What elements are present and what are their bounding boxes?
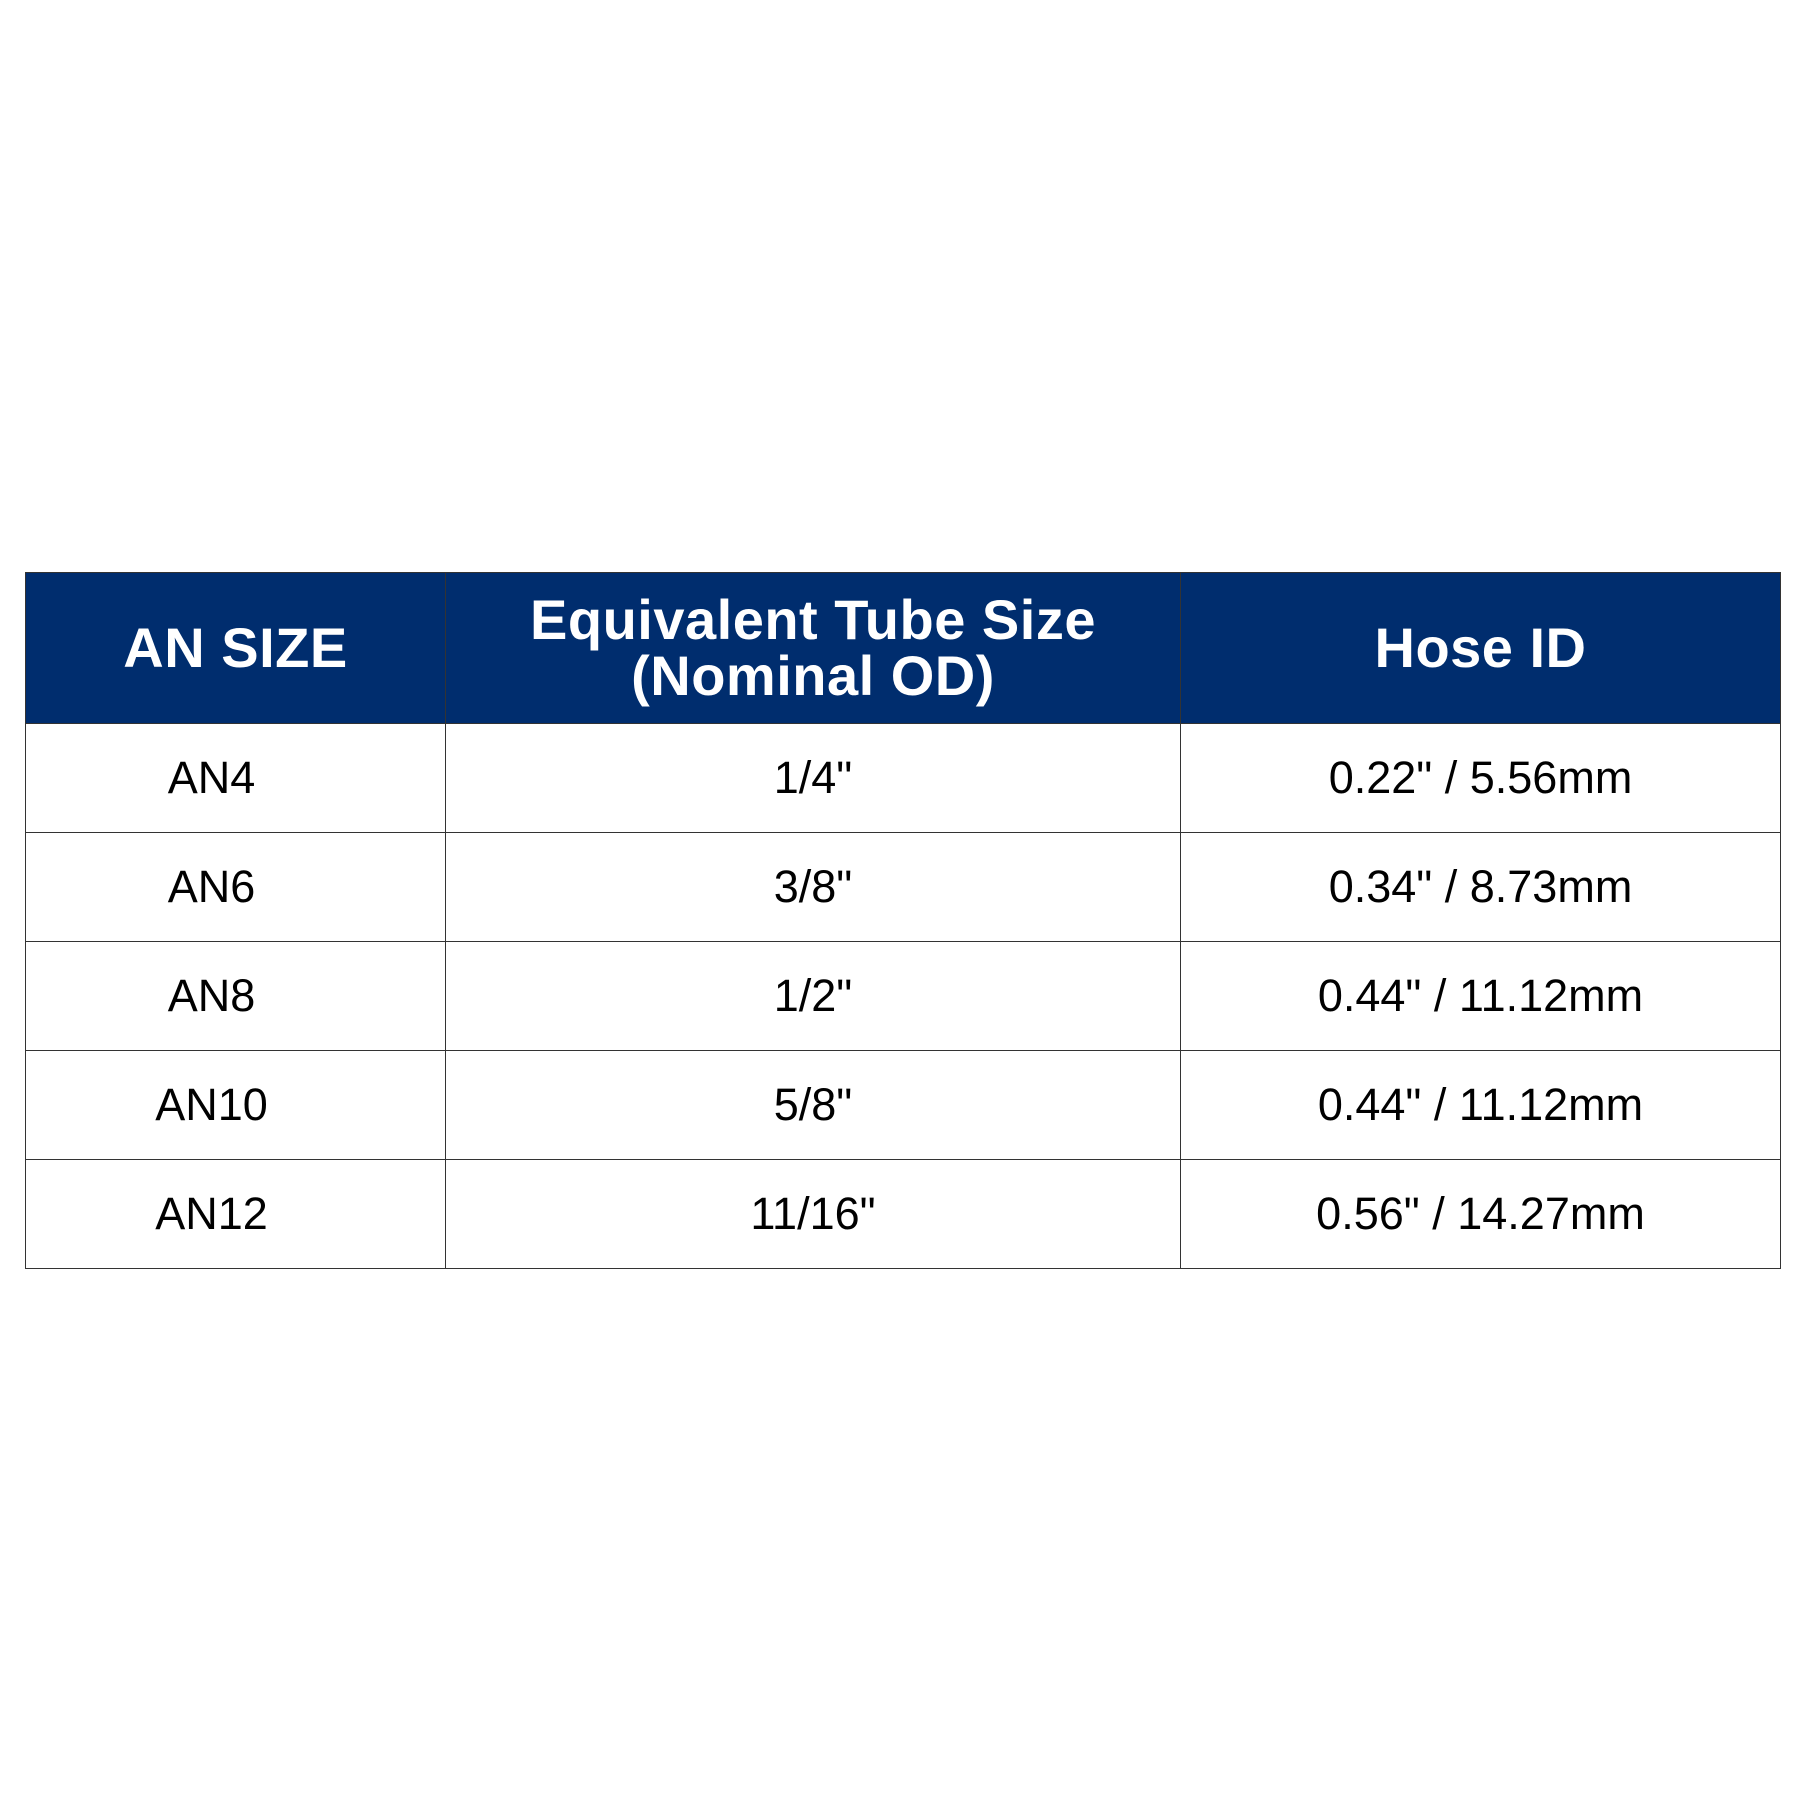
an-size-value: AN12 [155,1188,268,1239]
hose-id-value: 0.34" / 8.73mm [1328,861,1633,912]
table-row [26,1051,1781,1160]
tube-size-value: 5/8" [773,1079,853,1130]
header-hose-id [1181,573,1781,724]
tube-size-cell [446,1160,1181,1269]
header-tube-size [446,573,1181,724]
hose-id-value: 0.44" / 11.12mm [1317,1079,1644,1130]
tube-size-cell [446,942,1181,1051]
hose-id-value: 0.56" / 14.27mm [1316,1188,1645,1239]
header-tube-size-line1: Equivalent Tube Size [530,588,1096,651]
tube-size-value: 11/16" [750,1188,876,1239]
header-an-size [26,573,446,724]
header-row [26,573,1781,724]
an-size-value: AN4 [167,752,256,803]
an-size-cell [26,833,446,942]
an-size-cell [26,1160,446,1269]
header-tube-size-line2: (Nominal OD) [631,644,995,707]
header-hose-id-label: Hose ID [1374,616,1587,679]
hose-id-cell [1181,724,1781,833]
table-row [26,1160,1781,1269]
hose-id-cell [1181,833,1781,942]
an-size-cell [26,724,446,833]
size-table [25,572,1781,1269]
hose-id-cell [1181,942,1781,1051]
header-an-size-label: AN SIZE [123,616,348,679]
tube-size-value: 1/2" [773,970,853,1021]
table-header [26,573,1781,724]
tube-size-cell [446,1051,1181,1160]
hose-id-value: 0.22" / 5.56mm [1328,752,1633,803]
tube-size-value: 3/8" [773,861,853,912]
tube-size-value: 1/4" [773,752,853,803]
tube-size-cell [446,833,1181,942]
table-row [26,724,1781,833]
an-size-cell [26,1051,446,1160]
hose-id-cell [1181,1051,1781,1160]
table-body [26,724,1781,1269]
an-size-value: AN8 [167,970,256,1021]
an-size-value: AN6 [167,861,256,912]
hose-id-value: 0.44" / 11.12mm [1317,970,1644,1021]
an-size-value: AN10 [155,1079,268,1130]
an-size-cell [26,942,446,1051]
size-chart [25,572,1780,1269]
tube-size-cell [446,724,1181,833]
hose-id-cell [1181,1160,1781,1269]
table-row [26,942,1781,1051]
table-row [26,833,1781,942]
